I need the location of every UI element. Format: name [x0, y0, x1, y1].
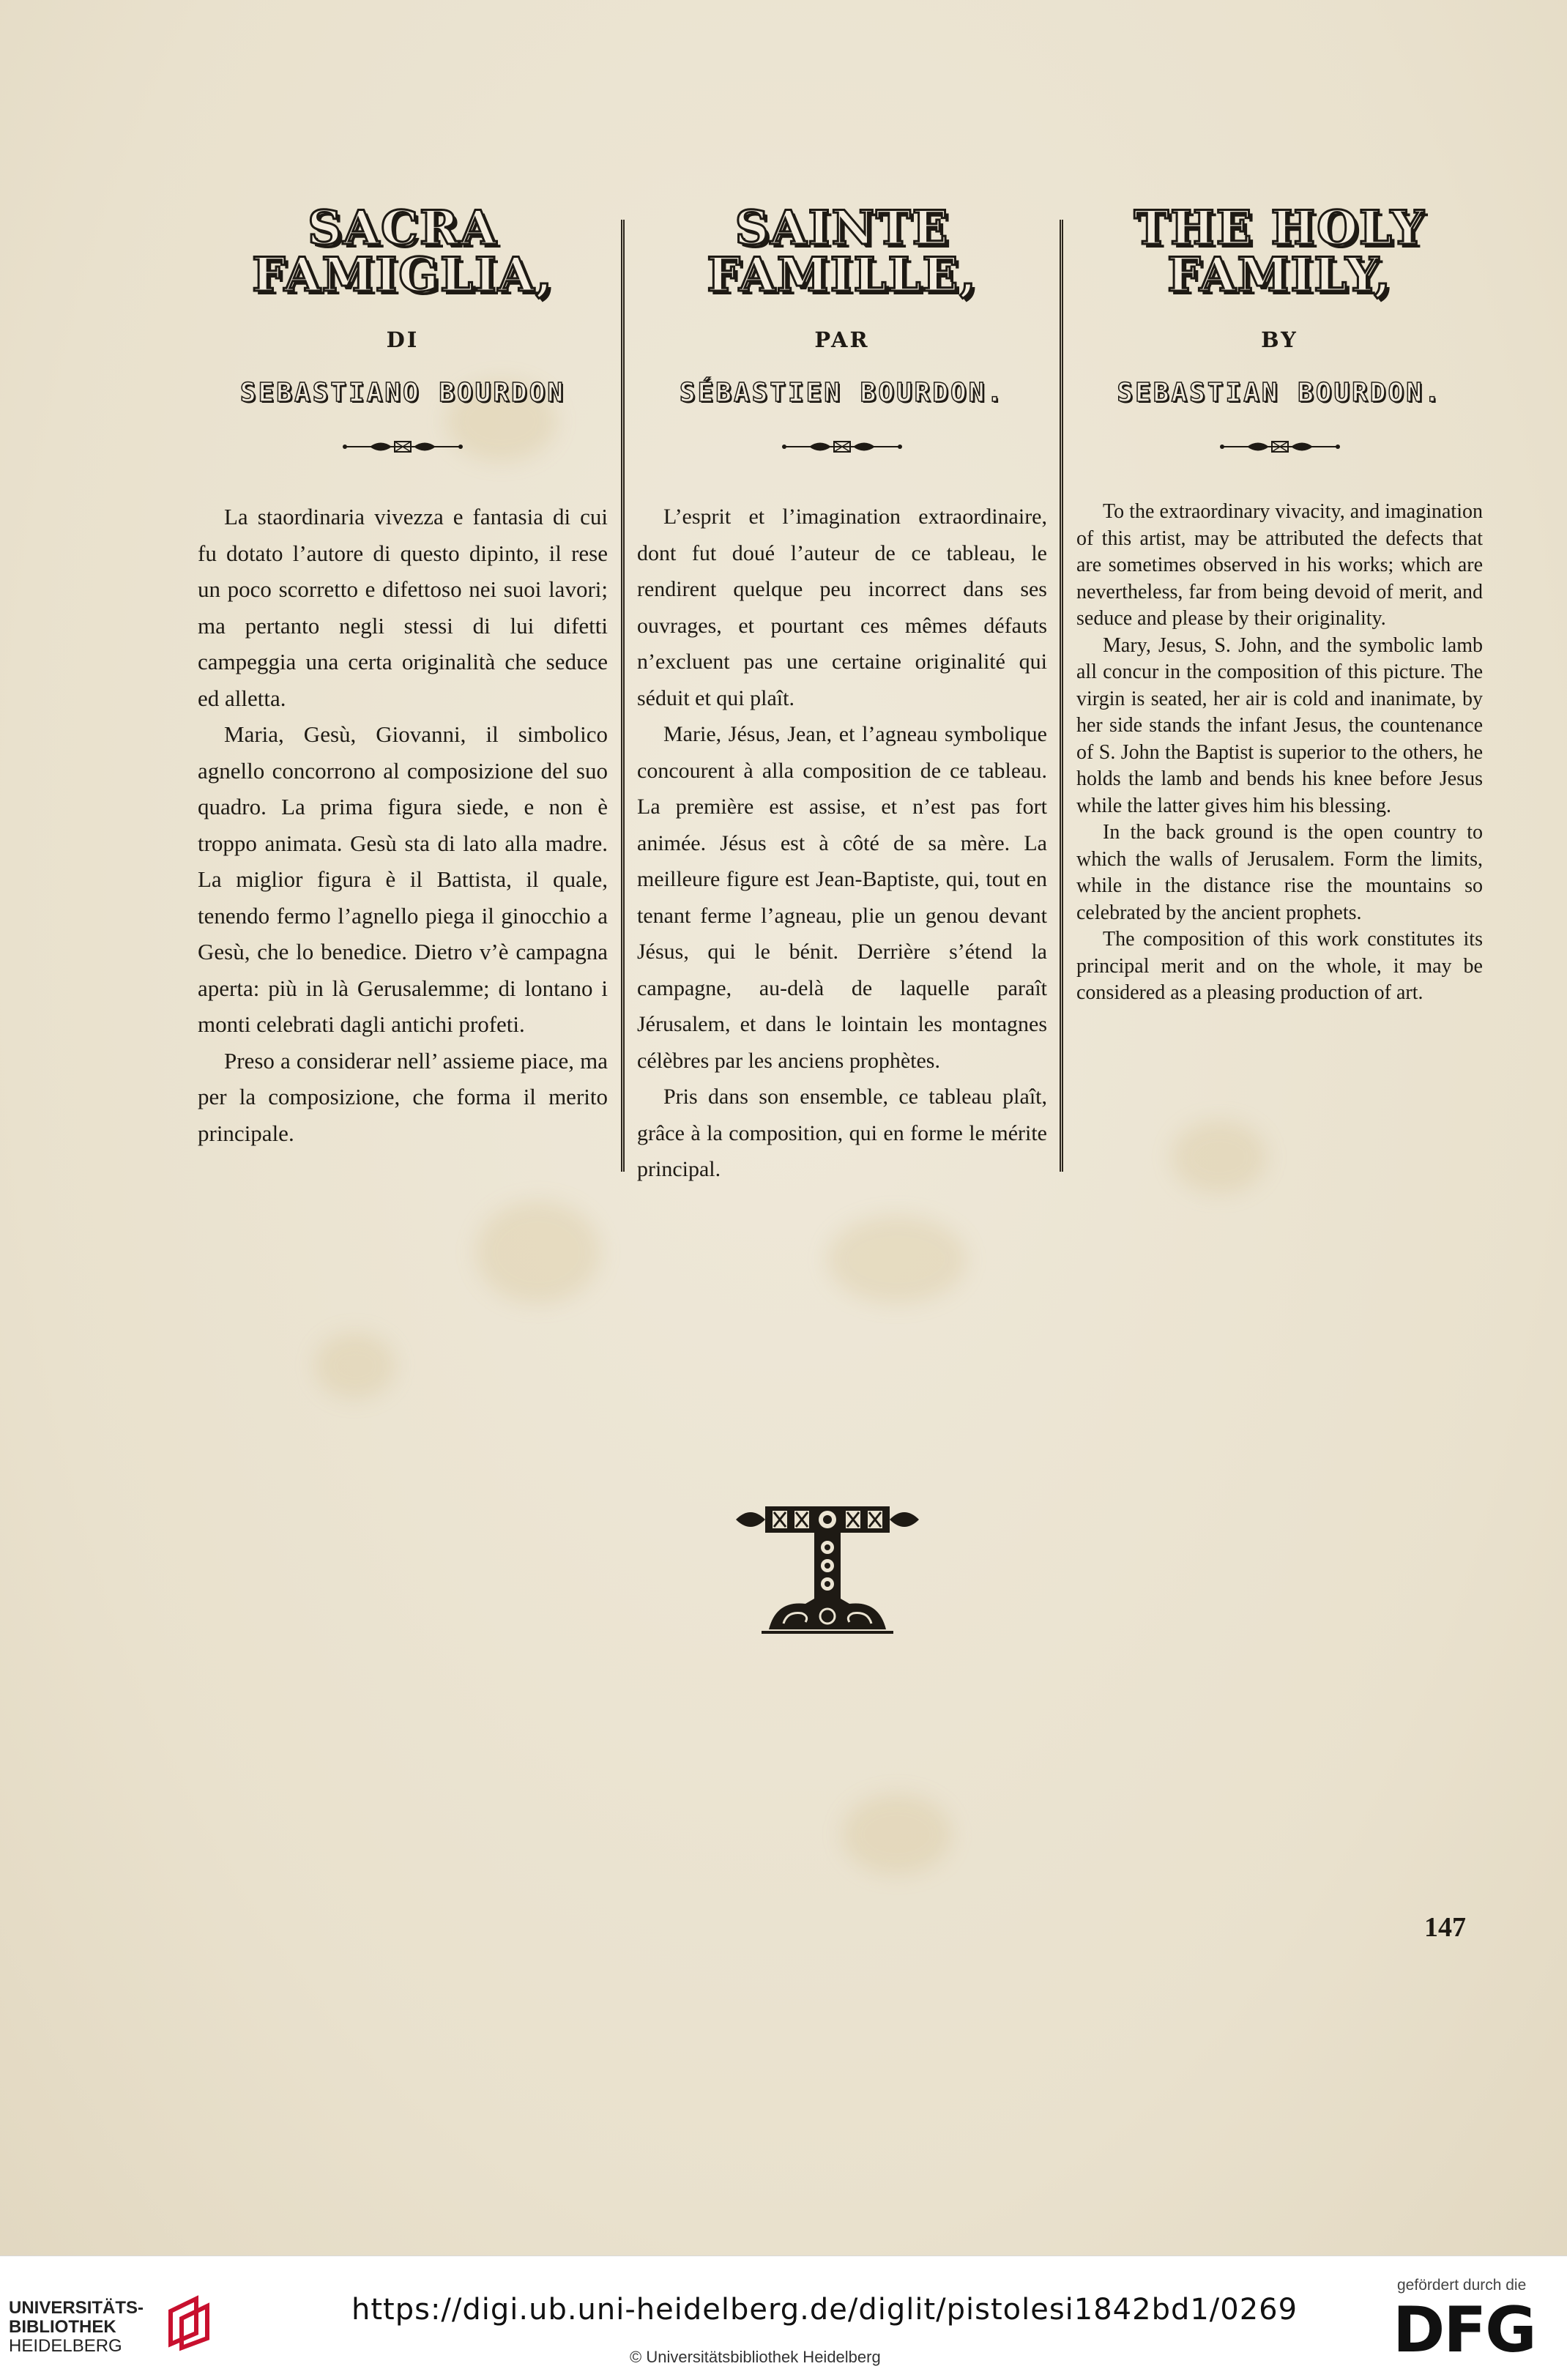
- italian-body: [198, 499, 608, 1151]
- english-by: BY: [1261, 327, 1298, 352]
- english-author: SEBASTIAN BOURDON.: [1117, 378, 1443, 408]
- italian-author: SEBASTIANO BOURDON: [239, 378, 566, 408]
- paragraph: To the extraordinary vivacity, and imagination of this artist, may be attributed the defects that are sometimes observed in his works; which are nevertheless, far from being devoid of merit, and seduce and please by their originality.: [1076, 500, 1483, 630]
- english-title: THE HOLY FAMILY,: [1134, 201, 1426, 302]
- copyright-notice: © Universitätsbibliothek Heidelberg: [630, 2348, 881, 2366]
- library-logo-icon: [160, 2293, 218, 2351]
- paragraph: Pris dans son ensemble, ce tableau plaît, grâce à la composition, qui en forme le mérite principal.: [637, 1085, 1047, 1181]
- page-number: 147: [1424, 1912, 1466, 1943]
- library-name: [9, 2299, 144, 2356]
- library-footer: [0, 2256, 1567, 2380]
- tailpiece-ornament-icon: [732, 1490, 923, 1644]
- library-name-line: HEIDELBERG: [9, 2336, 122, 2356]
- italian-column: [198, 201, 608, 1151]
- column-divider: [1060, 220, 1063, 1172]
- paragraph: In the back ground is the open country to which the walls of Jerusalem. Form the limits, while in the distance rise the mountains so celebrated by the ancient prophets.: [1076, 821, 1483, 924]
- paragraph: The composition of this work constitutes its principal merit and on the whole, it may be considered as a pleasing production of art.: [1076, 928, 1483, 1004]
- french-column: [637, 201, 1047, 1188]
- ornament-divider-icon: [1218, 439, 1342, 455]
- paragraph: L’esprit et l’imagination extraordinaire, dont fut doué l’auteur de ce tableau, le rendirent quelque peu incorrect dans ses ouvrages, et pourtant ces mêmes défauts n’excluent pas une certaine originalité qui séduit et qui plaît.: [637, 505, 1047, 710]
- funding-label: gefördert durch die: [1397, 2277, 1527, 2294]
- ornament-divider-icon: [340, 439, 465, 455]
- french-author: SÉBASTIEN BOURDON.: [679, 378, 1005, 408]
- italian-by: DI: [386, 327, 420, 352]
- paragraph: Maria, Gesù, Giovanni, il simbolico agnello concorrono al composizione del suo quadro. La prima figura siede, e non è troppo animata. Gesù sta di lato alla madre. La miglior figura è il Battista, il quale, tenendo fermo l’agnello piega il ginocchio a Gesù, che lo benedice. Dietro v’è campagna aperta: più in là Gerusalemme; di lontano i monti celebrati dagli antichi profeti.: [198, 721, 608, 1037]
- ornament-divider-icon: [780, 439, 904, 455]
- paragraph: Preso a considerar nell’ assieme piace, ma per la composizione, che forma il merito principale.: [198, 1047, 608, 1146]
- paragraph: Mary, Jesus, S. John, and the symbolic lamb all concur in the composition of this picture. The virgin is seated, her air is cold and inanimate, by her side stands the infant Jesus, the countenance of S. John the Baptist is superior to the others, he holds the lamb and bends his knee before Jesus while the latter gives him his blessing.: [1076, 633, 1483, 817]
- english-body: [1076, 499, 1483, 1007]
- library-name-line: UNIVERSITÄTS-: [9, 2298, 144, 2318]
- permalink-url[interactable]: https://digi.ub.uni-heidelberg.de/diglit/pistolesi1842bd1/0269: [351, 2293, 1298, 2327]
- library-name-line: BIBLIOTHEK: [9, 2317, 116, 2337]
- paragraph: Marie, Jésus, Jean, et l’agneau symbolique concourent à alla composition de ce tableau. La première est assise, et n’est pas fort animée. Jésus est à côté de sa mère. La meilleure figure est Jean-Baptiste, qui, tout en tenant ferme l’agneau, plie un genou devant Jésus, qui le bénit. Derrière s’étend la campagne, au-delà de laquelle paraît Jérusalem, et dans le lointain les montagnes célèbres par les anciens prophètes.: [637, 722, 1047, 1073]
- column-divider: [621, 220, 625, 1172]
- french-body: [637, 499, 1047, 1188]
- dfg-logo: DFG: [1393, 2294, 1536, 2367]
- english-column: [1076, 201, 1483, 1007]
- paragraph: La staordinaria vivezza e fantasia di cui fu dotato l’autore di questo dipinto, il rese un poco scorretto e difettoso nei suoi lavori; ma pertanto negli stessi di lui difetti campeggia una certa originalità che seduce ed alletta.: [198, 504, 608, 711]
- french-title: SAINTE FAMILLE,: [707, 201, 978, 302]
- french-by: PAR: [814, 327, 870, 352]
- italian-title: SACRA FAMIGLIA,: [252, 201, 554, 302]
